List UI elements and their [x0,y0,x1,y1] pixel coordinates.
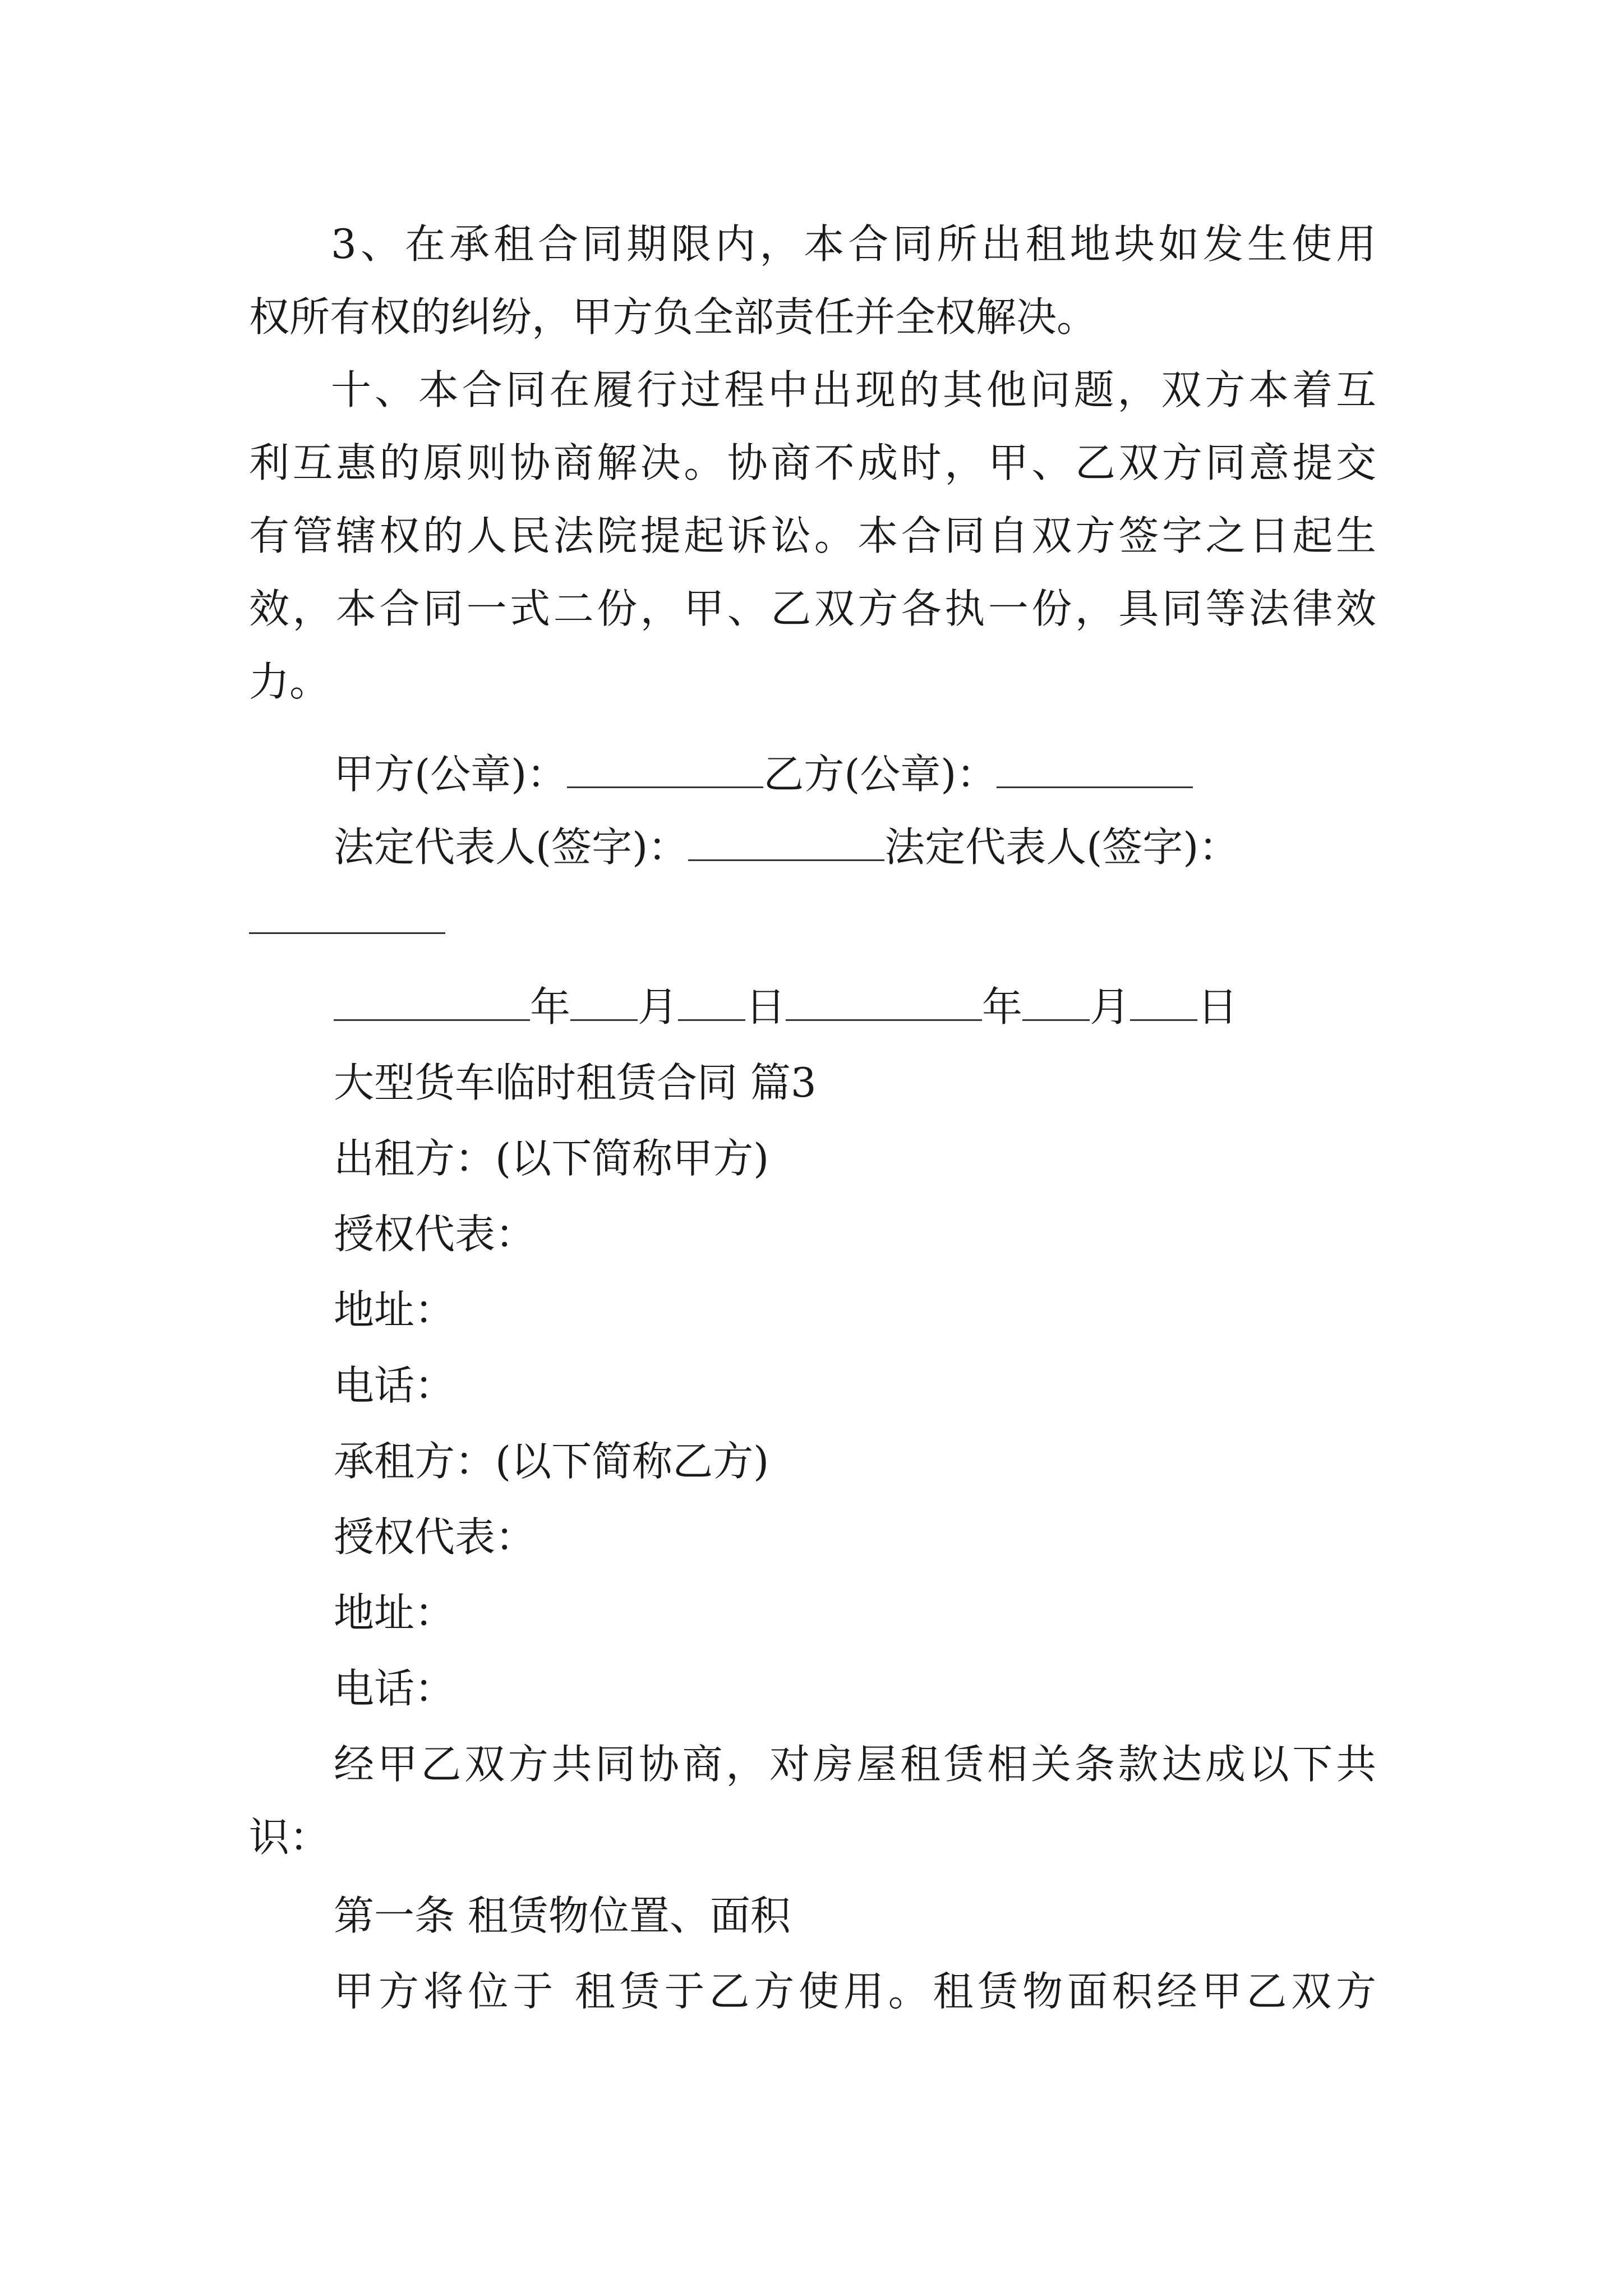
auth-rep-b-line: 授权代表： [334,1513,536,1561]
date-b-year: 年 [982,983,1023,1030]
rep-a-blank [688,819,884,861]
rep-b-blank [249,892,445,934]
date-a-month: 月 [638,983,679,1030]
date-b-day: 日 [1197,983,1238,1030]
lessor-line: 出租方：(以下简称甲方) [334,1135,769,1182]
representative-line [334,819,1239,875]
auth-rep-a-line: 授权代表： [334,1211,536,1258]
paragraph-line: 3、在承租合同期限内，本合同所出租地块如发生使用 [331,220,1376,268]
rep-a-label: 法定代表人(签字)： [334,823,689,871]
party-a-seal-blank [567,746,763,788]
paragraph-line: 十、本合同在履行过程中出现的其他问题，双方本着互 [331,366,1376,413]
date-a-day-blank [678,979,745,1021]
date-a-month-blank [570,979,638,1021]
date-b-day-blank [1130,979,1197,1021]
lessee-line: 承租方：(以下简称乙方) [334,1438,769,1485]
party-a-seal-label: 甲方(公章)： [334,751,568,798]
date-b-month-blank [1022,979,1090,1021]
rep-b-blank-line [249,892,445,948]
paragraph-line: 力。 [249,658,330,705]
party-b-seal-label: 乙方(公章)： [763,751,997,798]
date-b-year-blank [786,979,982,1021]
rep-b-label: 法定代表人(签字)： [884,823,1239,871]
party-b-seal-blank [997,746,1193,788]
paragraph-line: 有管辖权的人民法院提起诉讼。本合同自双方签字之日起生 [249,512,1376,559]
contract-title: 大型货车临时租赁合同 篇3 [334,1059,817,1106]
phone-a-line: 电话： [334,1362,455,1409]
seal-line [334,746,1193,802]
address-a-line: 地址： [334,1286,455,1333]
date-a-year-blank [334,979,530,1021]
phone-b-line: 电话： [334,1665,455,1712]
paragraph-line: 权所有权的纠纷，甲方负全部责任并全权解决。 [249,293,1098,341]
paragraph-line: 利互惠的原则协商解决。协商不成时，甲、乙双方同意提交 [249,439,1376,486]
consensus-line: 识： [249,1814,330,1861]
paragraph-line: 效，本合同一式二份，甲、乙双方各执一份，具同等法律效 [249,585,1376,632]
consensus-line: 经甲乙双方共同协商，对房屋租赁相关条款达成以下共 [334,1741,1376,1788]
date-a-day: 日 [745,983,786,1030]
article1-line: 甲方将位于 租赁于乙方使用。租赁物面积经甲乙双方 [334,1968,1376,2015]
date-b-month: 月 [1090,983,1131,1030]
date-a-year: 年 [530,983,571,1030]
article1-title: 第一条 租赁物位置、面积 [334,1892,791,1939]
address-b-line: 地址： [334,1589,455,1636]
date-line [334,979,1238,1035]
